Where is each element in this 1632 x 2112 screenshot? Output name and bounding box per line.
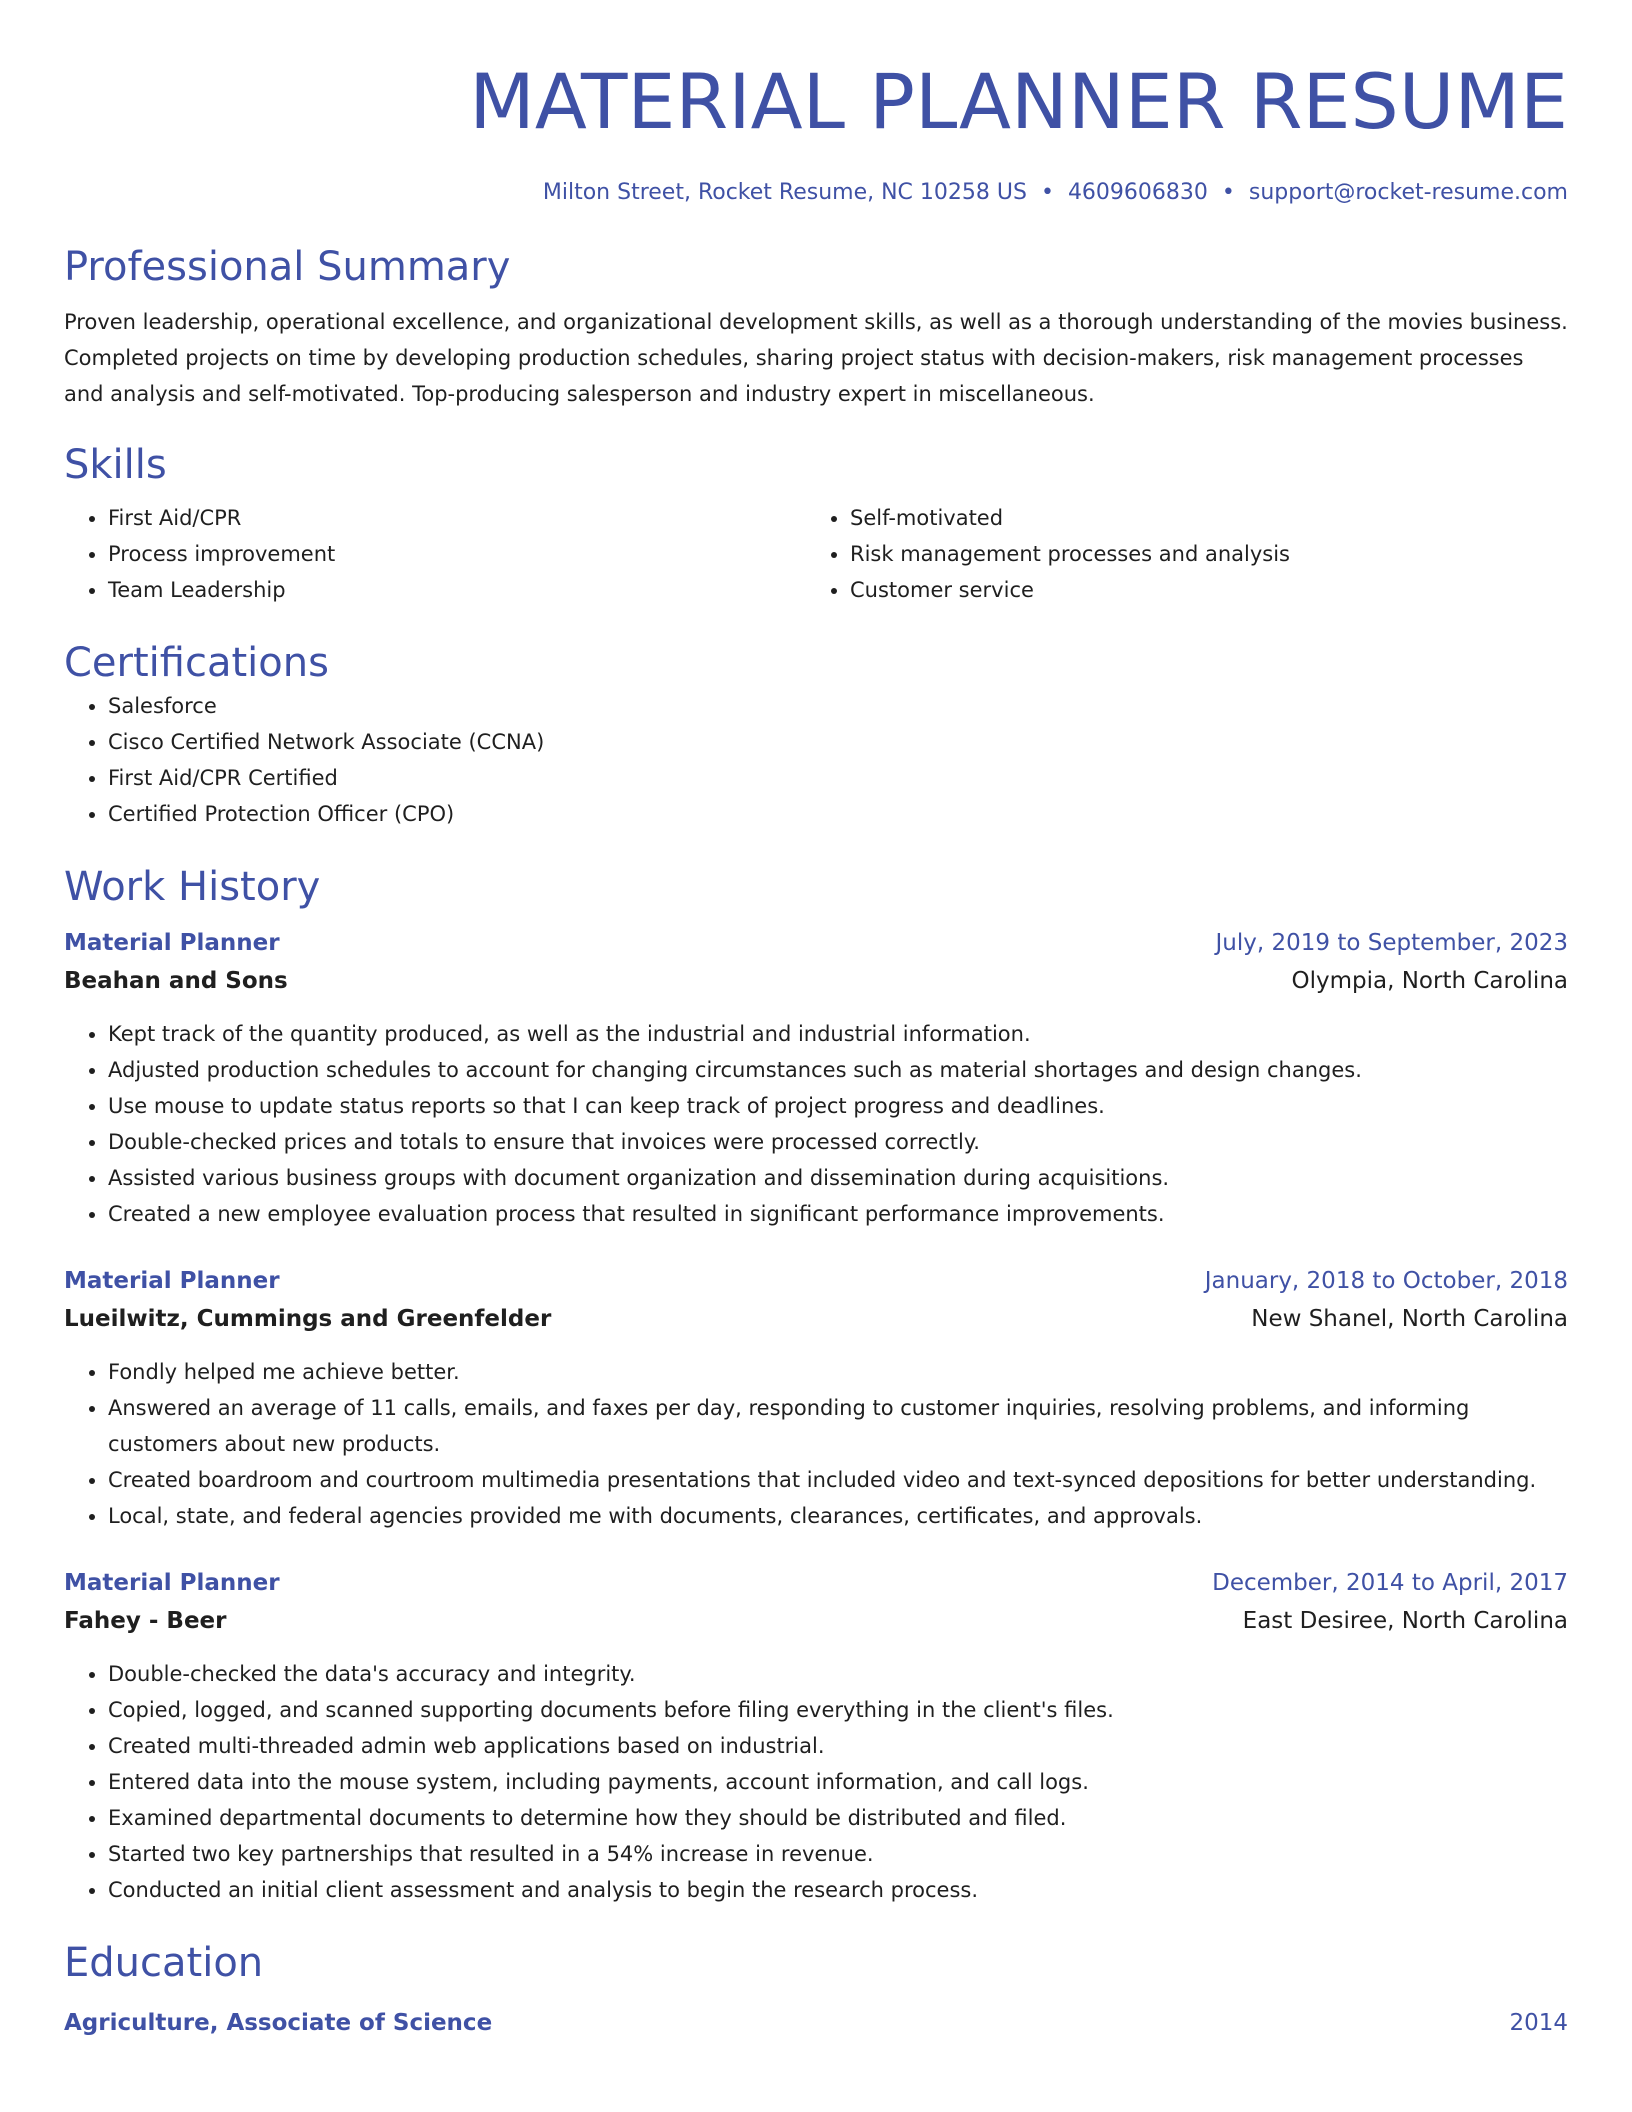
job-bullet: • Double-checked prices and totals to ensure that invoices were processed correctly. (108, 1124, 1568, 1160)
job-location: East Desiree, North Carolina (1242, 1608, 1568, 1634)
job-entry (64, 1564, 1568, 1908)
job-bullet: • Double-checked the data's accuracy and integrity. (108, 1656, 1568, 1692)
job-location: Olympia, North Carolina (1291, 968, 1568, 994)
job-bullet: • Entered data into the mouse system, including payments, account information, and call logs. (108, 1764, 1568, 1800)
job-bullets (64, 1016, 1568, 1232)
job-bullet: • Local, state, and federal agencies provided me with documents, clearances, certificates, and approvals. (108, 1498, 1568, 1534)
job-title: Material Planner (64, 1268, 280, 1294)
skills-heading: Skills (64, 442, 167, 488)
job-bullet: • Kept track of the quantity produced, as well as the industrial and industrial information. (108, 1016, 1568, 1052)
contact-phone: 4609606830 (1067, 180, 1208, 205)
job-bullet: • Copied, logged, and scanned supporting documents before filing everything in the client's files. (108, 1692, 1568, 1728)
job-bullet: • Answered an average of 11 calls, emails, and faxes per day, responding to customer inquiries, resolving problems, and informing customers about new products. (108, 1390, 1568, 1462)
skill-item: • First Aid/CPR (108, 500, 806, 536)
contact-email[interactable]: support@rocket-resume.com (1248, 180, 1568, 205)
skill-item: • Customer service (850, 572, 1548, 608)
skill-item: • Team Leadership (108, 572, 806, 608)
skills-column-left (64, 500, 806, 608)
resume-title: MATERIAL PLANNER RESUME (469, 57, 1568, 146)
job-bullet: • Created a new employee evaluation process that resulted in significant performance improvements. (108, 1196, 1568, 1232)
job-company: Lueilwitz, Cummings and Greenfelder (64, 1306, 552, 1332)
summary-heading: Professional Summary (64, 244, 511, 290)
summary-text: Proven leadership, operational excellence, and organizational development skills, as well as a thorough understanding of the movies business. Completed projects on time by developing production schedules, sharing project status with decision-makers, risk management processes and analysis and self-motivated. Top-producing salesperson and industry expert in miscellaneous. (64, 310, 1568, 406)
certifications-list (64, 688, 1568, 832)
work-history-heading: Work History (64, 864, 321, 910)
contact-address: Milton Street, Rocket Resume, NC 10258 US (542, 180, 1027, 205)
skill-item: • Self-motivated (850, 500, 1548, 536)
certification-item: • Certified Protection Officer (CPO) (108, 796, 1568, 832)
skills-grid (64, 500, 1568, 608)
job-bullets (64, 1656, 1568, 1908)
job-dates: January, 2018 to October, 2018 (1204, 1268, 1568, 1294)
job-bullet: • Use mouse to update status reports so that I can keep track of project progress and deadlines. (108, 1088, 1568, 1124)
job-bullet: • Assisted various business groups with document organization and dissemination during acquisitions. (108, 1160, 1568, 1196)
education-degree: Agriculture, Associate of Science (64, 2010, 493, 2036)
contact-line (64, 178, 1568, 208)
certifications-heading: Certifications (64, 640, 329, 686)
job-bullet: • Examined departmental documents to determine how they should be distributed and filed. (108, 1800, 1568, 1836)
contact-separator: • (1040, 180, 1054, 205)
job-bullet: • Conducted an initial client assessment and analysis to begin the research process. (108, 1872, 1568, 1908)
job-bullets (64, 1354, 1568, 1534)
job-bullet: • Created boardroom and courtroom multimedia presentations that included video and text-synced depositions for better understanding. (108, 1462, 1568, 1498)
certification-item: • Cisco Certified Network Associate (CCNA) (108, 724, 1568, 760)
job-dates: July, 2019 to September, 2023 (1215, 930, 1568, 956)
certification-item: • First Aid/CPR Certified (108, 760, 1568, 796)
contact-separator: • (1221, 180, 1235, 205)
job-bullet: • Started two key partnerships that resulted in a 54% increase in revenue. (108, 1836, 1568, 1872)
education-entry (64, 2004, 1568, 2042)
education-year: 2014 (1509, 2010, 1568, 2036)
job-title: Material Planner (64, 1570, 280, 1596)
skill-item: • Risk management processes and analysis (850, 536, 1548, 572)
skills-column-right (806, 500, 1548, 608)
job-title: Material Planner (64, 930, 280, 956)
education-heading: Education (64, 1940, 264, 1986)
job-dates: December, 2014 to April, 2017 (1212, 1570, 1568, 1596)
job-entry (64, 924, 1568, 1232)
job-company: Beahan and Sons (64, 968, 288, 994)
certification-item: • Salesforce (108, 688, 1568, 724)
skill-item: • Process improvement (108, 536, 806, 572)
job-bullet: • Fondly helped me achieve better. (108, 1354, 1568, 1390)
job-entry (64, 1262, 1568, 1534)
job-company: Fahey - Beer (64, 1608, 227, 1634)
job-bullet: • Created multi-threaded admin web applications based on industrial. (108, 1728, 1568, 1764)
job-location: New Shanel, North Carolina (1251, 1306, 1568, 1332)
job-bullet: • Adjusted production schedules to account for changing circumstances such as material shortages and design changes. (108, 1052, 1568, 1088)
